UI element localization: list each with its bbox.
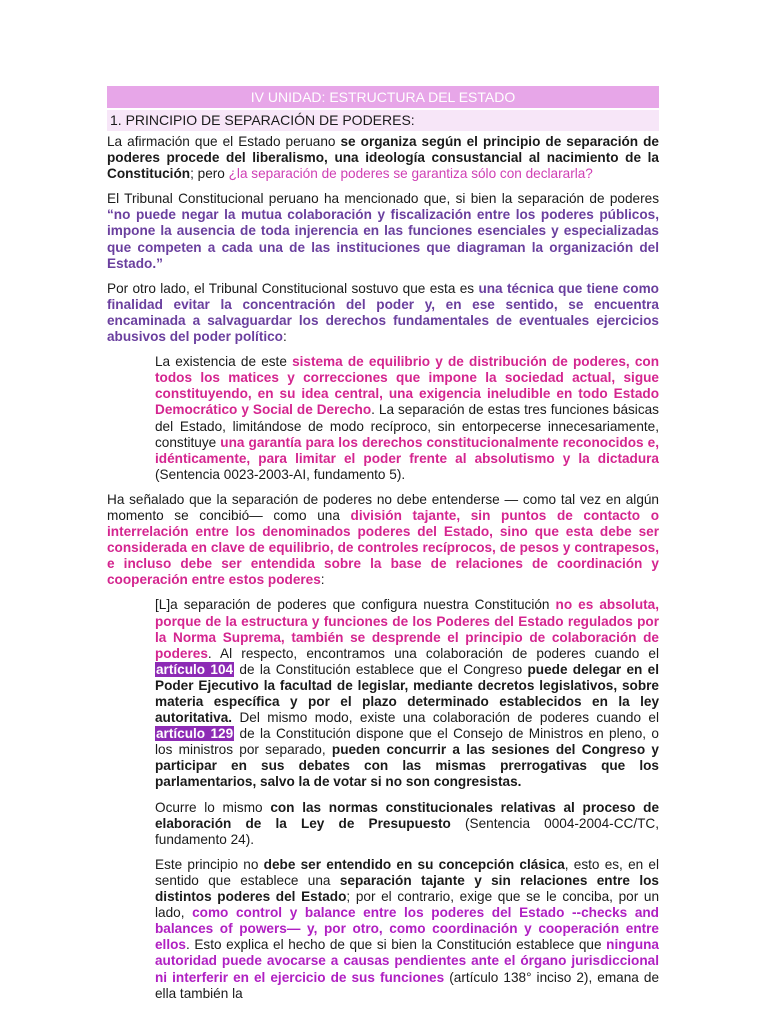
article-129-highlight: artículo 129	[156, 726, 234, 742]
text: :	[283, 329, 287, 345]
highlighted-text: sistema de equilibrio y de distribución de poderes, con todos los matices y correcciones que impone la sociedad actual, sigue constituyendo, en su idea central, una exigencia ineludible en todo Estado Democrático y Social de Derecho	[155, 354, 660, 418]
paragraph-4	[107, 492, 659, 589]
bold-text: pueden concurrir a las sesiones del Congreso y participar en sus debates con las mismas prerrogativas que los parlamentarios, salvo la de votar si no son congresistas.	[155, 742, 659, 790]
text: , esto es, en el sentido que establece una	[155, 856, 660, 888]
text: de la Constitución dispone que el Consejo de Ministros en pleno, o los ministros por separado,	[155, 726, 659, 758]
bold-text: debe ser entendido en su concepción clásica	[263, 856, 565, 872]
text: Por otro lado, el Tribunal Constitucional sostuvo que esta es	[107, 280, 479, 296]
quote-block-1	[155, 354, 659, 483]
text: ; pero	[190, 166, 229, 182]
quote-block-3	[155, 800, 659, 848]
question-text: ¿la separación de poderes se garantiza sólo con declararla?	[228, 166, 593, 182]
text: Este principio no	[155, 856, 264, 872]
text: Del mismo modo, existe una colaboración de poderes cuando el	[232, 710, 659, 726]
quote-text: “no puede negar la mutua colaboración y fiscalización entre los poderes públicos, impone la ausencia de toda injerencia en las funciones esenciales y especializadas que competen a cada una de las instituciones que diagraman la organización del Estado.”	[107, 207, 659, 271]
section-heading: 1. PRINCIPIO DE SEPARACIÓN DE PODERES:	[110, 112, 415, 128]
bold-text: se organiza según el principio de separación de poderes procede del liberalismo, una ideología consustancial al nacimiento de la Constitución	[107, 134, 659, 182]
citation-text: (Sentencia 0023-2003-AI, fundamento 5).	[155, 466, 406, 482]
bold-text: separación tajante y sin relaciones entre los distintos poderes del Estado	[155, 872, 659, 905]
article-104-highlight: artículo 104	[156, 661, 234, 677]
quote-block-2	[155, 597, 659, 790]
highlighted-text: y, en ese sentido, se encuentra encaminada a salvaguardar los derechos fundamentales de eventuales ejercicios abusivos del poder político	[107, 296, 659, 345]
text: El Tribunal Constitucional peruano ha mencionado que, si bien la separación de poderes	[107, 191, 659, 207]
bold-text: con las normas constitucionales relativas al proceso de elaboración de la Ley de Presupuesto	[155, 799, 660, 831]
paragraph-2	[107, 191, 659, 271]
document-body	[107, 86, 659, 1002]
bold-text: puede delegar en el Poder Ejecutivo la facultad de legislar, mediante decretos legislativos, sobre materia específica y por el plazo determinado establecidos en la ley autoritativa.	[155, 661, 659, 726]
text: La existencia de este	[155, 354, 293, 370]
citation-text: (Sentencia 0004-2004-CC/TC, fundamento 24).	[155, 815, 660, 847]
unit-title: IV UNIDAD: ESTRUCTURA DEL ESTADO	[250, 89, 516, 105]
text: La afirmación que el Estado peruano	[107, 134, 341, 149]
highlighted-text: ninguna autoridad puede avocarse a causas pendientes ante el órgano jurisdiccional ni interferir en el ejercicio de sus funciones	[155, 937, 659, 985]
section-heading-bar	[107, 110, 659, 131]
text: (artículo 138° inciso 2), emana de ella también la	[155, 969, 660, 1001]
text: de la Constitución establece que el Congreso	[234, 661, 528, 677]
paragraph-3	[107, 281, 659, 345]
highlighted-text: una técnica que tiene como finalidad evitar la concentración del poder	[107, 280, 659, 312]
unit-title-bar	[107, 86, 659, 108]
highlighted-text: una garantía para los derechos constitucionalmente reconocidos e, idénticamente, para limitar el poder frente al absolutismo y la dictadura	[155, 434, 659, 466]
text: . La separación de estas tres funciones básicas del Estado, limitándose de modo recíproco, sin entorpecerse innecesariamente, constituye	[155, 402, 659, 450]
text: ; por el contrario, exige que se le conciba, por un lado,	[155, 889, 659, 921]
text: Ha señalado que la separación de poderes no debe entenderse — como tal vez en algún momento se concibió— como una	[107, 491, 659, 523]
text: . Esto explica el hecho de que si bien la Constitución establece que	[185, 937, 607, 953]
text: :	[320, 572, 325, 588]
highlighted-text: como control y balance entre los poderes del Estado --checks and balances of powers— y, por otro, como coordinación y cooperación entre ellos	[155, 905, 659, 953]
text: Ocurre lo mismo	[155, 799, 271, 815]
text: [L]a separación de poderes que configura nuestra Constitución	[155, 597, 556, 613]
highlighted-text: división tajante, sin puntos de contacto o interrelación entre los denominados poderes del Estado, sino que esta debe ser considerada en clave de equilibrio, de controles recíprocos, de pesos y contrapesos, e incluso debe ser entendida sobre la base de relaciones de coordinación y cooperación entre estos poderes	[107, 507, 660, 588]
highlighted-text: no es absoluta, porque de la estructura y funciones de los Poderes del Estado regulados por la Norma Suprema, también se desprende el principio de colaboración de poderes	[155, 597, 659, 661]
paragraph-1	[107, 134, 659, 182]
text: . Al respecto, encontramos una colaboración de poderes cuando el	[207, 645, 659, 661]
quote-block-4	[155, 857, 659, 1002]
